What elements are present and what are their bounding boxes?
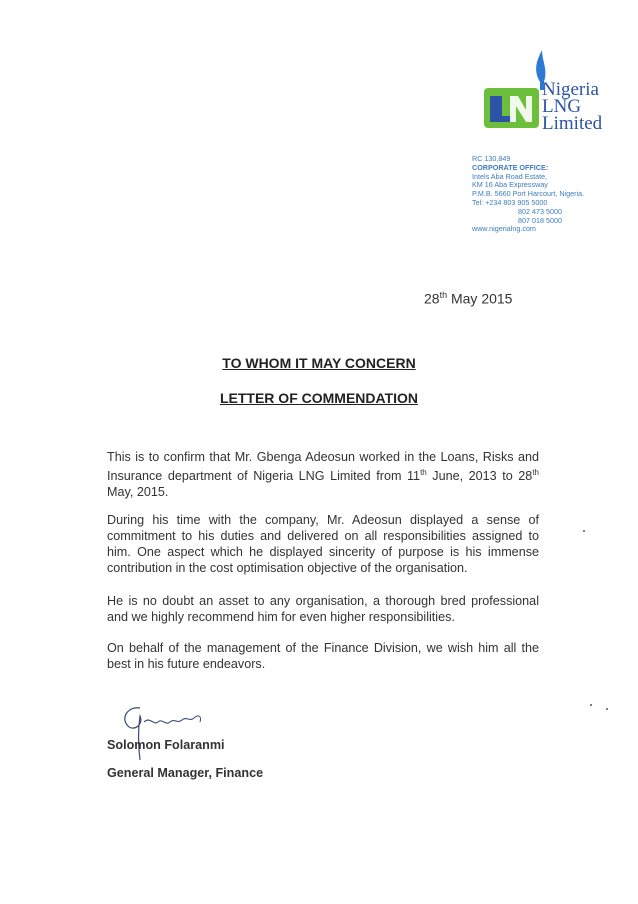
paragraph-commitment: During his time with the company, Mr. Adeosun displayed a sense of commitment to his duties and delivered on all responsibilities assigned to him. One aspect which he displayed sincerity of purpose is his immense contribution in the cost optimisation objective of the organisation. bbox=[107, 513, 539, 575]
signer-name: Solomon Folaranmi bbox=[107, 738, 225, 752]
logo-line-nigeria: Nigeria bbox=[542, 79, 599, 100]
scan-speck bbox=[606, 708, 608, 710]
address-line-3: P.M.B. 5660 Port Harcourt, Nigeria. bbox=[472, 189, 585, 199]
date-suffix: th bbox=[439, 290, 448, 300]
telephone-3: 807 018 5000 bbox=[518, 215, 562, 225]
logo-wordmark bbox=[542, 81, 602, 132]
signer-title: General Manager, Finance bbox=[107, 766, 264, 780]
logo-line-limited: Limited bbox=[542, 113, 603, 134]
p1-sup-1: th bbox=[420, 468, 427, 477]
scan-speck bbox=[590, 704, 592, 706]
letter-date bbox=[424, 290, 512, 307]
company-address-block bbox=[472, 155, 584, 234]
address-line-1: Intels Aba Road Estate, bbox=[472, 171, 548, 181]
date-day: 28 bbox=[424, 290, 440, 307]
heading-commendation: LETTER OF COMMENDATION bbox=[219, 390, 419, 406]
handwritten-signature bbox=[110, 700, 230, 770]
corporate-office-label: CORPORATE OFFICE: bbox=[472, 162, 549, 172]
heading-to-whom: TO WHOM IT MAY CONCERN bbox=[222, 355, 416, 371]
nigeria-lng-logo bbox=[482, 48, 632, 148]
telephone-2: 802 473 5000 bbox=[518, 206, 562, 216]
rc-number: RC 130,849 bbox=[472, 154, 511, 163]
p1-text-b: June, 2013 to 28 bbox=[426, 469, 533, 484]
paragraph-recommendation: He is no doubt an asset to any organisation, a thorough bred professional and we highly recommend him for even higher responsibilities. bbox=[107, 594, 539, 624]
website-link[interactable]: www.nigerialng.com bbox=[472, 224, 536, 234]
paragraph-closing: On behalf of the management of the Finance Division, we wish him all the best in his future endeavors. bbox=[107, 641, 539, 671]
logo-line-lng: LNG bbox=[542, 96, 582, 117]
telephone-1: Tel: +234 803 905 5000 bbox=[472, 197, 548, 207]
paragraph-confirmation bbox=[107, 449, 539, 500]
p1-text-c: May, 2015. bbox=[107, 485, 169, 500]
date-month-year: May 2015 bbox=[450, 290, 513, 307]
address-line-2: KM 16 Aba Expressway bbox=[472, 180, 548, 190]
p1-sup-2: th bbox=[532, 468, 539, 477]
p1-text-a: This is to confirm that Mr. Gbenga Adeosun worked in the Loans, Risks and Insurance department of Nigeria LNG Limited from 11 bbox=[107, 450, 539, 484]
scan-speck bbox=[583, 530, 585, 532]
